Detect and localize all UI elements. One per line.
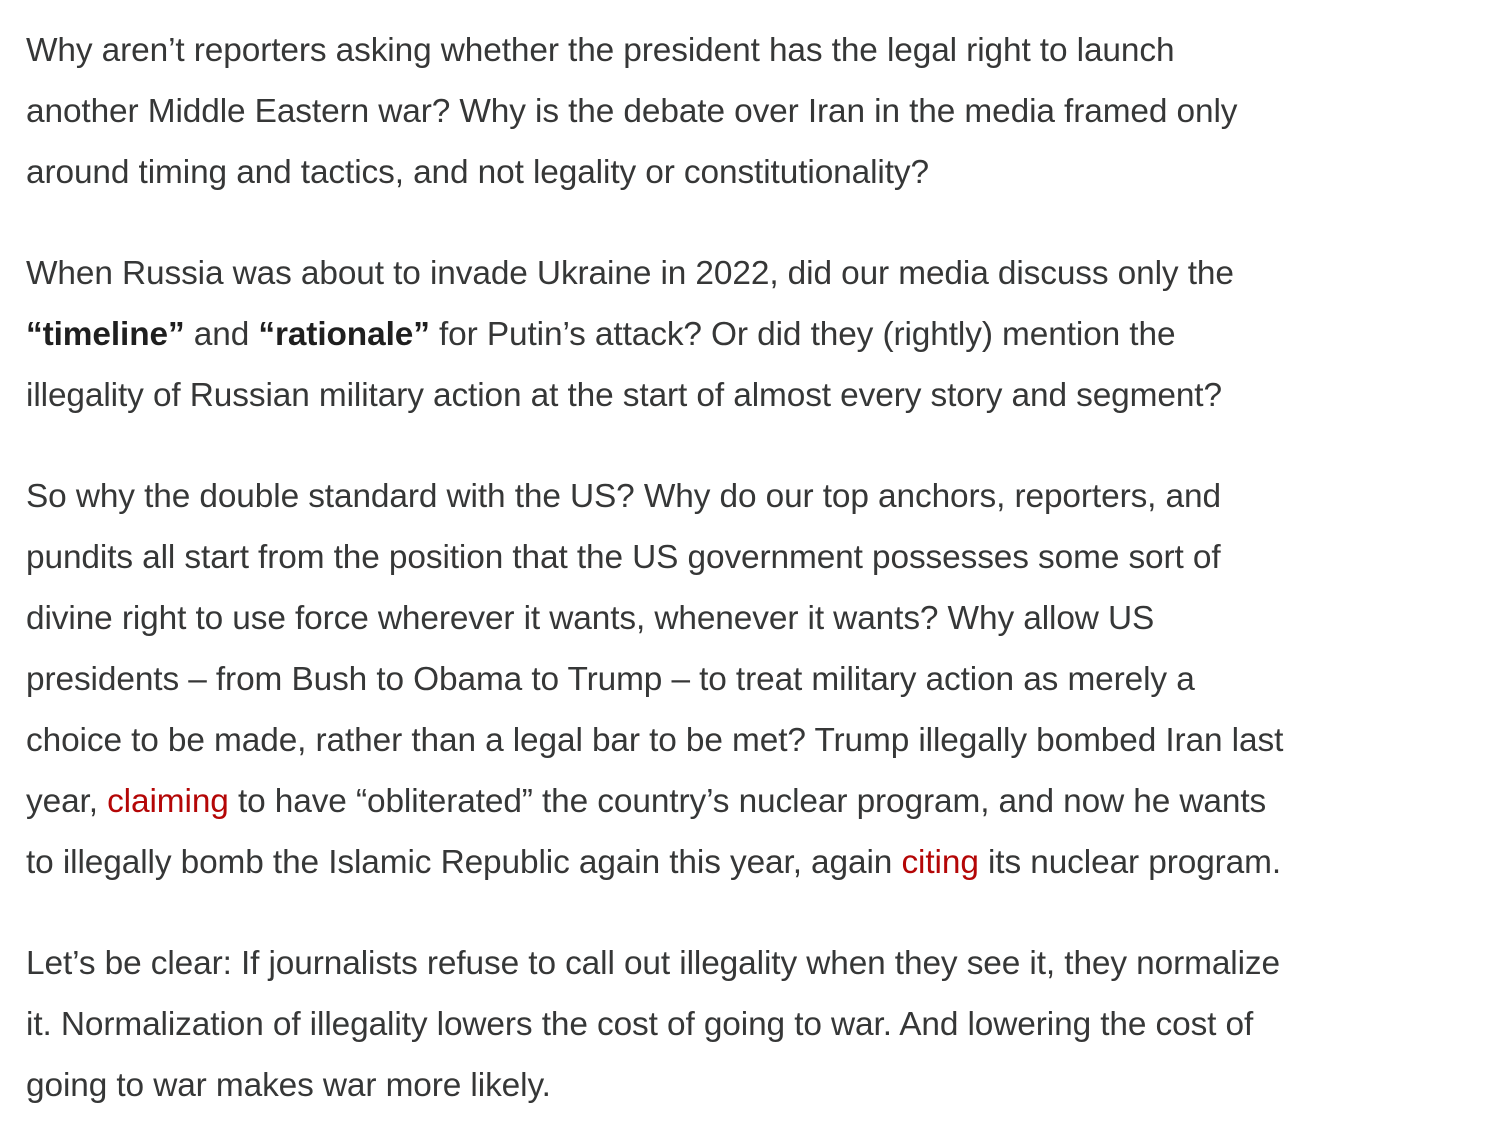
text-line — [26, 771, 1474, 832]
paragraph-1 — [26, 20, 1474, 203]
text-line — [26, 832, 1474, 893]
text-line: it. Normalization of illegality lowers the cost of going to war. And lowering the cost of — [26, 1006, 1254, 1043]
text-fragment: to have “obliterated” the country’s nuclear program, and now he wants — [228, 783, 1267, 820]
article-body — [26, 20, 1474, 1116]
emphasis-rationale: “rationale” — [258, 316, 430, 353]
text-line: presidents – from Bush to Obama to Trump – to treat military action as merely a — [26, 661, 1195, 698]
text-line: illegality of Russian military action at the start of almost every story and segment? — [26, 377, 1222, 414]
text-line — [26, 304, 1474, 365]
text-line: When Russia was about to invade Ukraine in 2022, did our media discuss only the — [26, 255, 1234, 292]
paragraph-3 — [26, 466, 1474, 893]
text-line: So why the double standard with the US? Why do our top anchors, reporters, and — [26, 478, 1221, 515]
text-line: pundits all start from the position that the US government possesses some sort of — [26, 539, 1221, 576]
text-line: another Middle Eastern war? Why is the debate over Iran in the media framed only — [26, 93, 1238, 130]
text-line: going to war makes war more likely. — [26, 1067, 551, 1104]
paragraph-2 — [26, 243, 1474, 426]
text-line: Why aren’t reporters asking whether the president has the legal right to launch — [26, 32, 1175, 69]
text-fragment: and — [184, 316, 259, 353]
link-citing[interactable]: citing — [901, 844, 979, 881]
text-fragment: year, — [26, 783, 108, 820]
text-line: divine right to use force wherever it wants, whenever it wants? Why allow US — [26, 600, 1155, 637]
link-claiming[interactable]: claiming — [107, 783, 229, 820]
text-line: choice to be made, rather than a legal bar to be met? Trump illegally bombed Iran last — [26, 722, 1284, 759]
emphasis-timeline: “timeline” — [26, 316, 185, 353]
paragraph-4 — [26, 933, 1474, 1116]
text-line: Let’s be clear: If journalists refuse to call out illegality when they see it, they normalize — [26, 945, 1281, 982]
text-fragment: for Putin’s attack? Or did they (rightly) mention the — [429, 316, 1176, 353]
text-line: around timing and tactics, and not legality or constitutionality? — [26, 154, 929, 191]
text-fragment: to illegally bomb the Islamic Republic again this year, again — [26, 844, 902, 881]
text-fragment: its nuclear program. — [978, 844, 1282, 881]
